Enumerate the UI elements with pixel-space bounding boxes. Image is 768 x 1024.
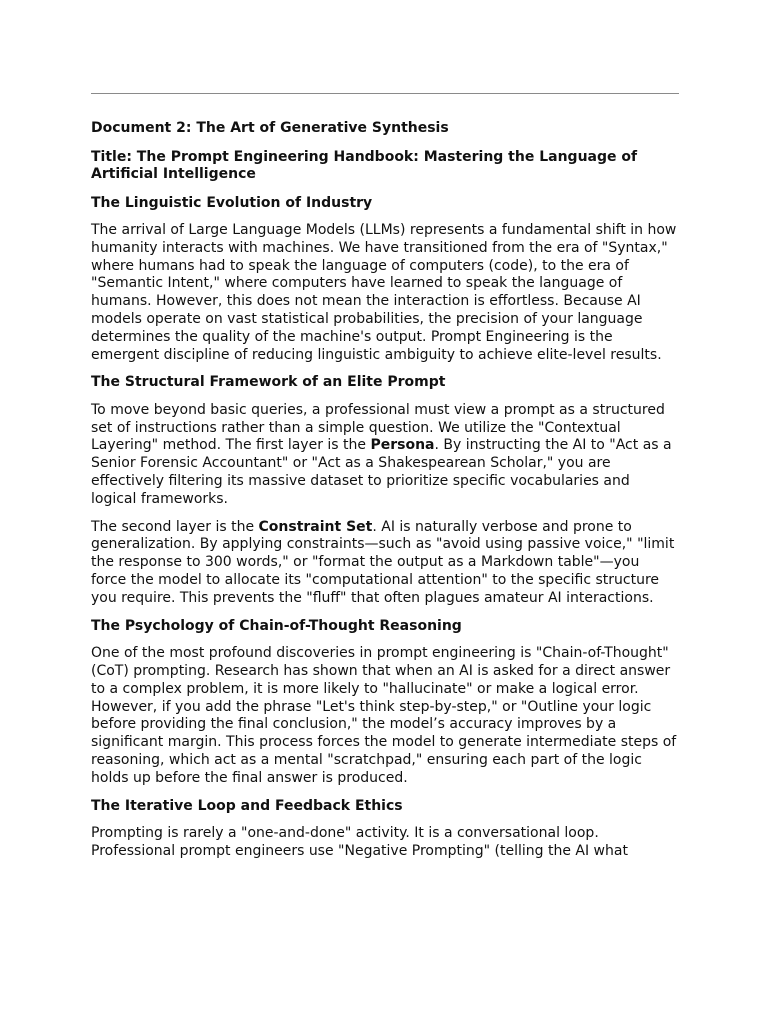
- top-divider: [91, 93, 679, 94]
- document-title: Title: The Prompt Engineering Handbook: Mastering the Language of Artificial Intelligence: [91, 148, 638, 182]
- body-paragraph: One of the most profound discoveries in prompt engineering is "Chain-of-Thought" (CoT) prompting. Research has shown that when an AI is asked for a direct answer to a complex problem, it is more likely to "hallucinate" or make a logical error. However, if you add the phrase "Let's think step-by-step," or "Outline your logic before providing the final conclusion," the model’s accuracy improves by a significant margin. This process forces the model to generate intermediate steps of reasoning, which act as a mental "scratchpad," ensuring each part of the logic holds up before the final answer is produced.: [91, 645, 677, 786]
- section-heading: The Structural Framework of an Elite Prompt: [91, 374, 446, 391]
- section-heading: The Linguistic Evolution of Industry: [91, 194, 373, 211]
- body-paragraph: Prompting is rarely a "one-and-done" activity. It is a conversational loop. Professional prompt engineers use "Negative Prompting" (telling the AI what: [91, 825, 628, 859]
- paragraph-text: . By instructing the AI to "Act as a Senior Forensic Accountant" or "Act as a Shakespearean Scholar," you are effectively filtering its massive dataset to prioritize specific vocabularies and logical frameworks.: [91, 437, 672, 507]
- paragraph-text: . AI is naturally verbose and prone to generalization. By applying constraints—such as "avoid using passive voice," "limit the response to 300 words," or "format the output as a Markdown table"—you force the model to allocate its "computational attention" to the specific structure you require. This prevents the "fluff" that often plagues amateur AI interactions.: [91, 518, 675, 606]
- section-heading: The Iterative Loop and Feedback Ethics: [91, 797, 403, 814]
- document-label: Document 2: The Art of Generative Synthesis: [91, 120, 449, 136]
- section-heading: The Psychology of Chain-of-Thought Reasoning: [91, 617, 462, 634]
- bold-term-constraint-set: Constraint Set: [258, 518, 373, 535]
- paragraph-text: The second layer is the: [91, 518, 259, 535]
- paragraph-text: To move beyond basic queries, a professional must view a prompt as a structured set of instructions rather than a simple question. We utilize the "Contextual Layering" method. The first layer is the: [91, 401, 665, 454]
- body-paragraph: [91, 402, 679, 509]
- body-paragraph: The arrival of Large Language Models (LLMs) represents a fundamental shift in how humanity interacts with machines. We have transitioned from the era of "Syntax," where humans had to speak the language of computers (code), to the era of "Semantic Intent," where computers have learned to speak the language of humans. However, this does not mean the interaction is effortless. Because AI models operate on vast statistical probabilities, the precision of your language determines the quality of the machine's output. Prompt Engineering is the emergent discipline of reducing linguistic ambiguity to achieve elite-level results.: [91, 222, 677, 363]
- bold-term-persona: Persona: [370, 437, 435, 454]
- body-paragraph: [91, 519, 679, 608]
- document-page: [91, 93, 679, 871]
